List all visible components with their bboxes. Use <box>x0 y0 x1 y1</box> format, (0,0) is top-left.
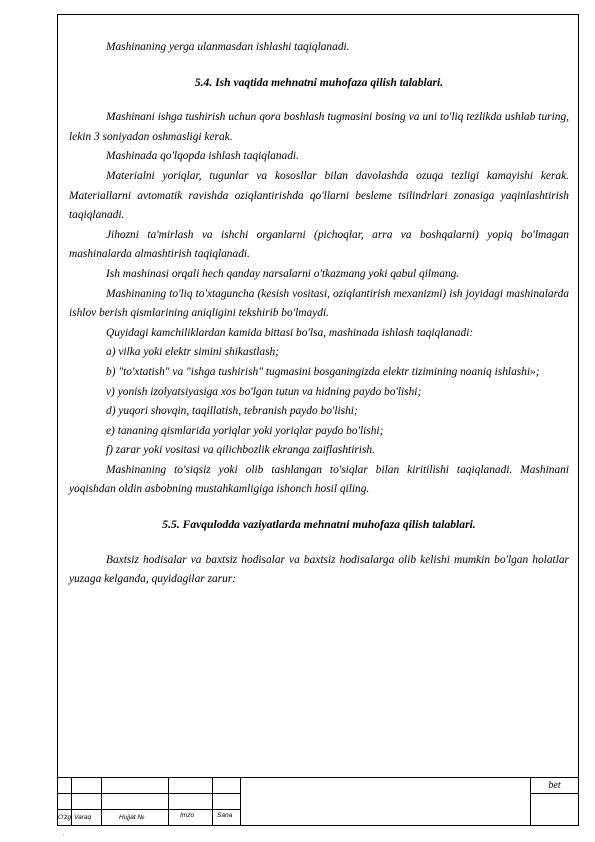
section-heading-5-4: 5.4. Ish vaqtida mehnatni muhofaza qilish talablari. <box>194 75 444 89</box>
document-body <box>69 38 569 590</box>
title-block-row-line <box>530 793 579 794</box>
paragraph: Quyidagi kamchiliklardan kamida bittasi bo'lsa, mashinada ishlash taqiqlanadi: <box>106 326 474 339</box>
paragraph: Mashinani ishga tushirish uchun qora boshlash tugmasini bosing va uni to'liq tezlikda ushlab turing, lekin 3 soniyadan oshmasligi kerak. <box>69 111 569 143</box>
title-block-top-line <box>57 777 579 778</box>
paragraph: Mashinaning yerga ulanmasdan ishlashi taqiqlanadi. <box>106 41 350 53</box>
list-item: f) zarar yoki vositasi va qilichbozlik ekranga zaiflashtirish. <box>106 444 375 457</box>
list-item: e) tananing qismlarida yoriqlar yoki yoriqlar paydo bo'lishi; <box>106 424 384 437</box>
paragraph: Mashinada qo'lqopda ishlash taqiqlanadi. <box>106 150 299 163</box>
list-item: a) vilka yoki elektr simini shikastlash; <box>106 346 280 359</box>
paragraph: Materialni yoriqlar, tugunlar va kososllar bilan davolashda ozuqa tezligi kamayishi kerak. Materiallarni avtomatik ravishda oziqlantirishda qo'llarni besleme tsilindrlari zonasiga yaqinlashtirish taqiqlanadi. <box>69 169 569 222</box>
list-item: d) yuqori shovqin, taqillatish, tebranish paydo bo'lishi; <box>106 405 358 418</box>
list-item: b) "to'xtatish" va "ishga tushirish" tugmasini bosganingizda elektr tizimining noaniq ishlashi»; <box>106 365 540 378</box>
page-mark: . <box>63 832 65 838</box>
paragraph: Jihozni ta'mirlash va ishchi organlarni (pichoqlar, arra va boshqalarni) yopiq bo'lmagan mashinalarda almashtirish taqiqlanadi. <box>69 228 569 261</box>
label-hujjat: Hujjat № <box>119 814 145 821</box>
paragraph: Baxtsiz hodisalar va baxtsiz hodisalar va baxtsiz hodisalarga olib kelishi mumkin bo'lgan holatlar yuzaga kelganda, quyidagilar zarur: <box>69 553 569 586</box>
label-bet: bet <box>548 780 561 791</box>
paragraph: Mashinaning to'liq to'xtaguncha (kesish vositasi, oziqlantirish mexanizmi) ish joyidagi mashinalarda ishlov berish qismlarining aniqligini tekshirib bo'lmaydi. <box>69 287 569 320</box>
title-block <box>57 777 579 826</box>
label-varaq: Varaq <box>74 814 92 821</box>
label-sana: Sana <box>217 812 233 819</box>
title-block-col-line <box>168 777 169 826</box>
paragraph: Ish mashinasi orqali hech qanday narsalarni o'tkazmang yoki qabul qilmang. <box>106 267 460 280</box>
section-5-4-body <box>69 108 569 500</box>
section-heading-5-5: 5.5. Favqulodda vaziyatlarda mehnatni muhofaza qilish talablari. <box>162 518 476 532</box>
list-item: v) yonish izolyatsiyasiga xos bo'lgan tutun va hidning paydo bo'lishi; <box>106 385 422 398</box>
title-block-col-line <box>101 777 102 826</box>
title-block-col-line <box>212 777 213 826</box>
label-ozg: O'zg <box>58 814 72 821</box>
paragraph: Mashinaning to'siqsiz yoki olib tashlangan to'siqlar bilan kiritilishi taqiqlanadi. Mashinani yoqishdan oldin asbobning mustahkamligiga ishonch hosil qiling. <box>69 463 569 496</box>
title-block-col-line <box>240 777 241 826</box>
title-block-col-line <box>71 777 72 826</box>
label-imzo: Imzo <box>180 812 195 819</box>
